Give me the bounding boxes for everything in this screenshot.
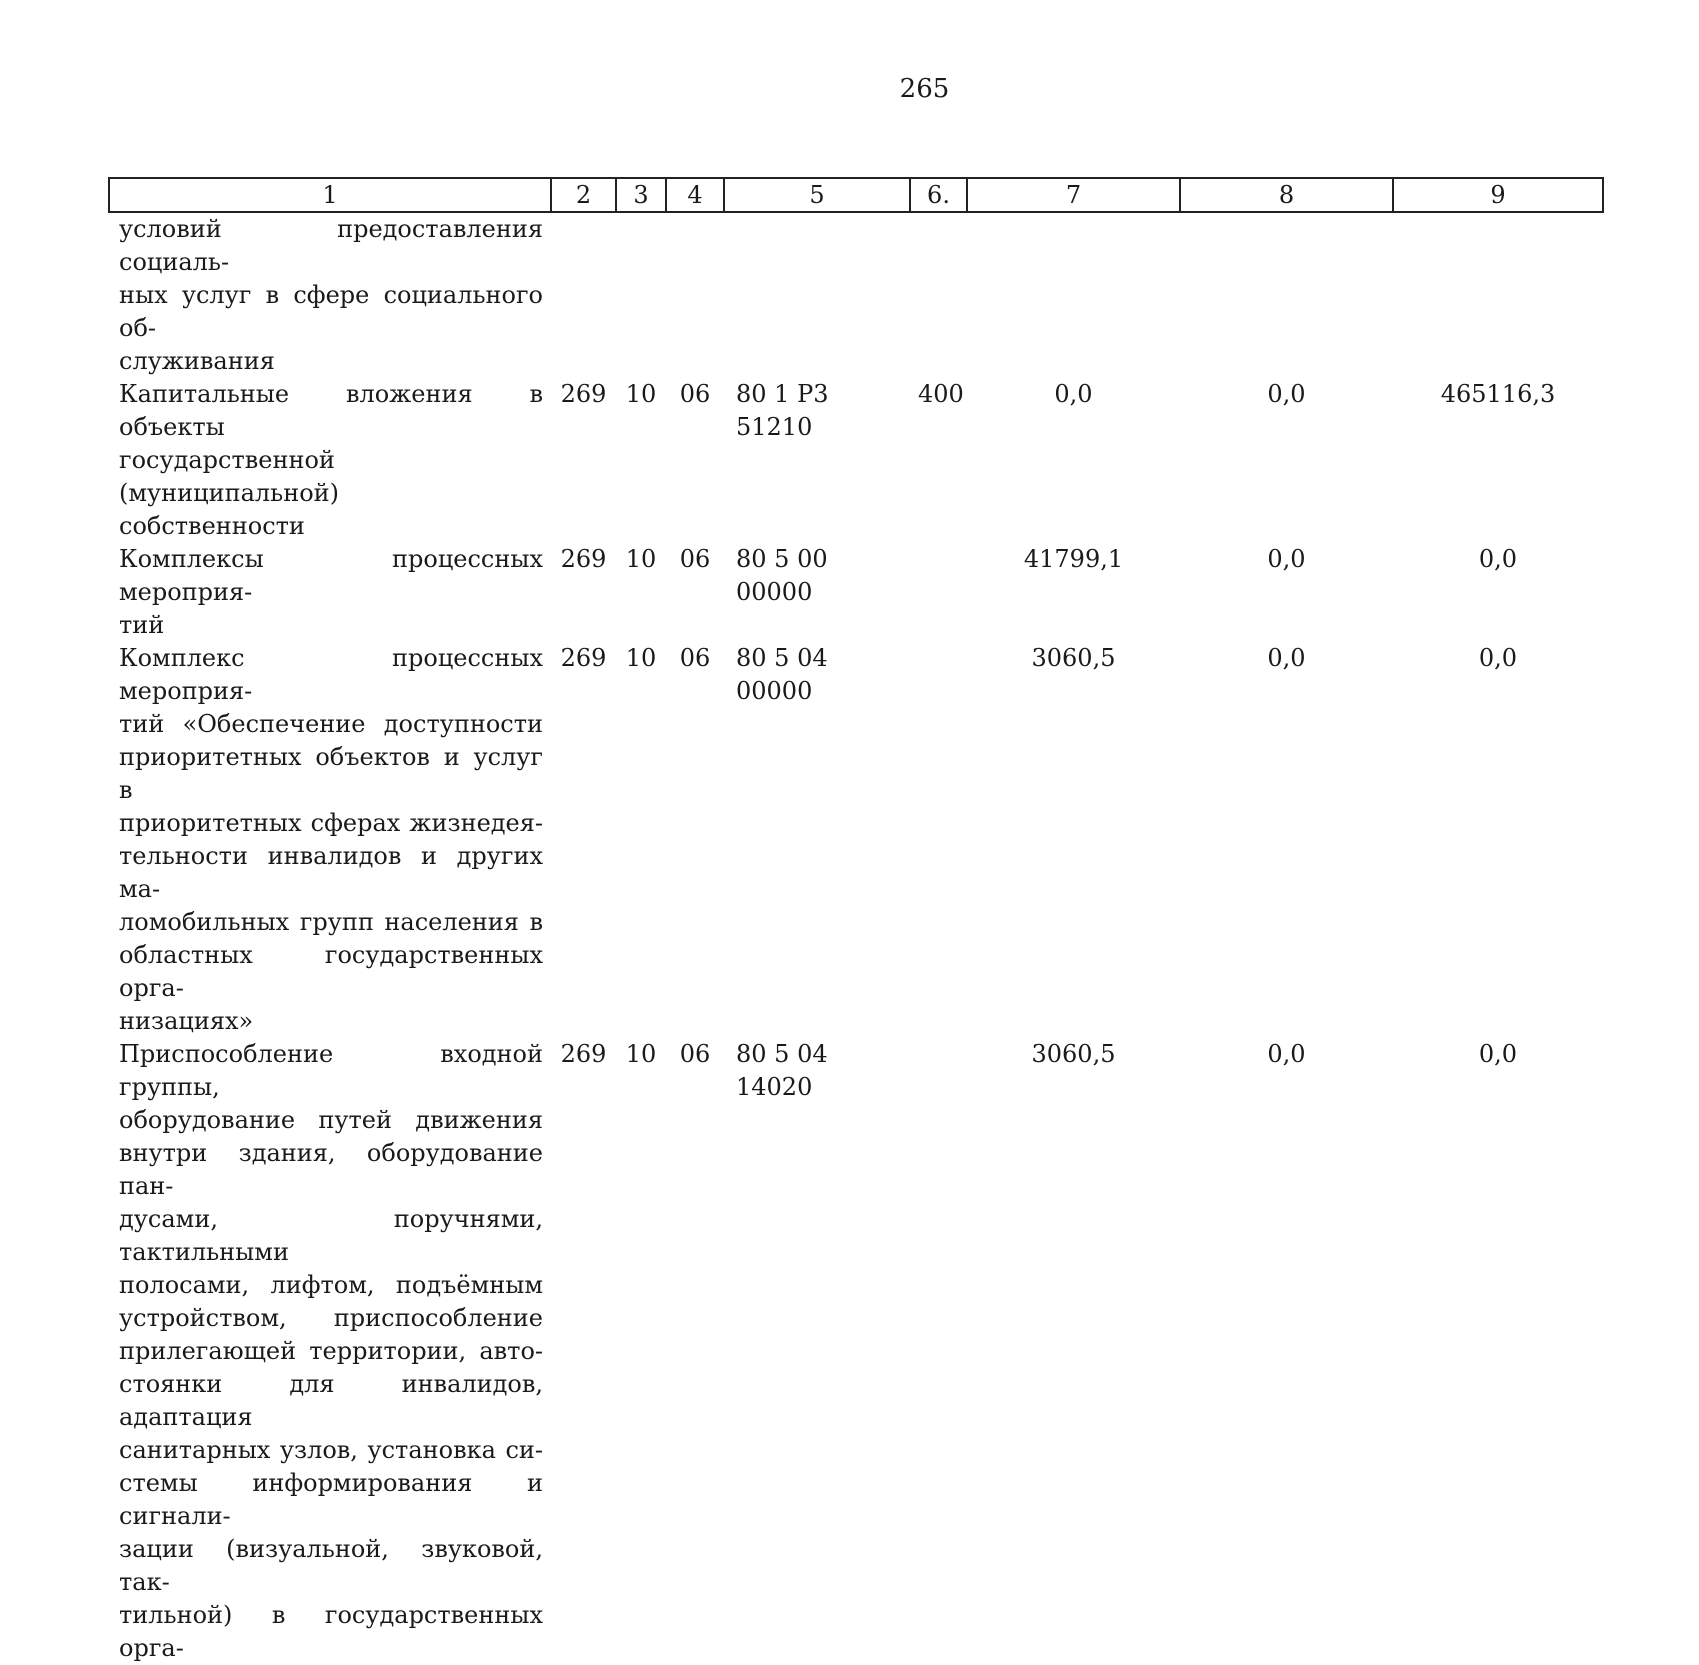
description-line: Капитальные вложения в объекты xyxy=(119,380,543,441)
cell-c6: 400 xyxy=(918,380,964,408)
cell-c6 xyxy=(910,1038,967,1665)
description-line: дусами, поручнями, тактильными xyxy=(119,1205,543,1266)
description-line: Комплексы процессных мероприя- xyxy=(119,545,543,606)
table-row xyxy=(109,1038,1603,1665)
header-cell-7: 7 xyxy=(967,178,1180,212)
cell-c4: 06 xyxy=(679,545,711,573)
cell-c9 xyxy=(1393,212,1603,378)
cell-c4: 06 xyxy=(679,644,711,672)
header-cell-3: 3 xyxy=(616,178,666,212)
cell-c5: 80 5 04 00000 xyxy=(736,644,828,705)
description-line: оборудование путей движения xyxy=(119,1106,543,1134)
description-line: Приспособление входной группы, xyxy=(119,1040,543,1101)
description-line: устройством, приспособление xyxy=(119,1304,543,1332)
cell-c3: 10 xyxy=(625,1040,657,1068)
row-description xyxy=(109,543,551,642)
budget-table xyxy=(108,177,1604,1665)
description-line: областных государственных орга- xyxy=(119,941,543,1002)
table-row xyxy=(109,642,1603,1038)
description-line: Комплекс процессных мероприя- xyxy=(119,644,543,705)
cell-c7: 3060,5 xyxy=(1031,1040,1116,1068)
description-line: низациях» xyxy=(119,1007,254,1035)
cell-c6 xyxy=(910,642,967,1038)
cell-c9: 465116,3 xyxy=(1440,380,1556,408)
cell-c6 xyxy=(910,212,967,378)
table-row xyxy=(109,378,1603,543)
description-line: тельности инвалидов и других ма- xyxy=(119,842,543,903)
cell-c8: 0,0 xyxy=(1267,545,1306,573)
cell-c7: 41799,1 xyxy=(1023,545,1124,573)
row-description xyxy=(109,642,551,1038)
description-line: государственной (муниципальной) xyxy=(119,446,339,507)
cell-c7: 3060,5 xyxy=(1031,644,1116,672)
page-number: 265 xyxy=(899,74,950,104)
cell-c2: 269 xyxy=(560,1040,607,1068)
cell-c9: 0,0 xyxy=(1478,1040,1518,1068)
cell-c8: 0,0 xyxy=(1267,380,1306,408)
description-line: тий «Обеспечение доступности xyxy=(119,710,543,738)
table-row xyxy=(109,543,1603,642)
description-line: внутри здания, оборудование пан- xyxy=(119,1139,543,1200)
row-description xyxy=(109,212,551,378)
header-cell-2: 2 xyxy=(551,178,616,212)
description-line: стемы информирования и сигнали- xyxy=(119,1469,543,1530)
cell-c7 xyxy=(967,212,1180,378)
description-line: ных услуг в сфере социального об- xyxy=(119,281,543,342)
description-line: стоянки для инвалидов, адаптация xyxy=(119,1370,543,1431)
description-line: тильной) в государственных орга- xyxy=(119,1601,543,1662)
row-description xyxy=(109,378,551,543)
description-line: тий xyxy=(119,611,165,639)
cell-c3: 10 xyxy=(625,380,657,408)
cell-c3 xyxy=(616,212,666,378)
cell-c2: 269 xyxy=(560,644,607,672)
cell-c4: 06 xyxy=(679,1040,711,1068)
description-line: ломобильных групп населения в xyxy=(119,908,543,936)
cell-c5 xyxy=(724,212,910,378)
header-cell-6: 6. xyxy=(910,178,967,212)
cell-c2: 269 xyxy=(560,545,607,573)
description-line: санитарных узлов, установка си- xyxy=(119,1436,543,1464)
cell-c4 xyxy=(666,212,724,378)
header-cell-8: 8 xyxy=(1180,178,1393,212)
cell-c5: 80 5 04 14020 xyxy=(736,1040,828,1101)
description-line: полосами, лифтом, подъёмным xyxy=(119,1271,543,1299)
description-line: приоритетных объектов и услуг в xyxy=(119,743,543,804)
table-row xyxy=(109,212,1603,378)
cell-c2 xyxy=(551,212,616,378)
description-line: условий предоставления социаль- xyxy=(119,215,543,276)
description-line: собственности xyxy=(119,512,305,540)
cell-c6 xyxy=(910,543,967,642)
header-cell-4: 4 xyxy=(666,178,724,212)
row-description xyxy=(109,1038,551,1665)
cell-c8: 0,0 xyxy=(1267,644,1306,672)
cell-c4: 06 xyxy=(679,380,711,408)
description-line: прилегающей территории, авто- xyxy=(119,1337,543,1365)
description-line: приоритетных сферах жизнедея- xyxy=(119,809,543,837)
cell-c7: 0,0 xyxy=(1054,380,1093,408)
header-cell-1: 1 xyxy=(109,178,551,212)
header-cell-5: 5 xyxy=(724,178,910,212)
header-cell-9: 9 xyxy=(1393,178,1603,212)
cell-c5: 80 5 00 00000 xyxy=(736,545,828,606)
cell-c2: 269 xyxy=(560,380,607,408)
cell-c5: 80 1 Р3 51210 xyxy=(736,380,829,441)
description-line: зации (визуальной, звуковой, так- xyxy=(119,1535,543,1596)
cell-c8: 0,0 xyxy=(1267,1040,1306,1068)
description-line: служивания xyxy=(119,347,275,375)
cell-c3: 10 xyxy=(625,644,657,672)
cell-c8 xyxy=(1180,212,1393,378)
cell-c9: 0,0 xyxy=(1478,644,1518,672)
header-row xyxy=(109,178,1603,212)
cell-c9: 0,0 xyxy=(1478,545,1518,573)
cell-c3: 10 xyxy=(625,545,657,573)
